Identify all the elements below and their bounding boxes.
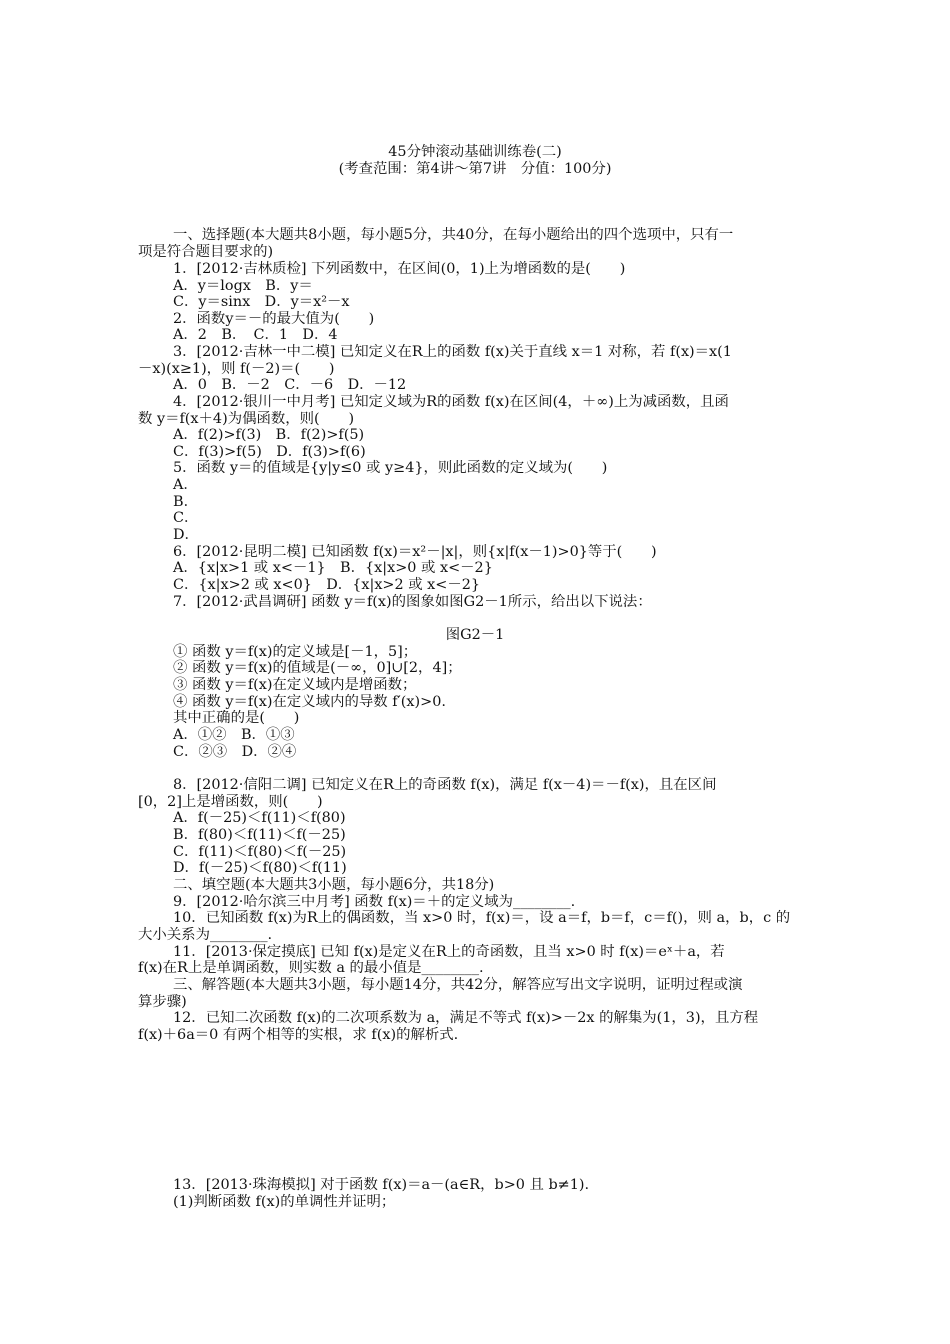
section-heading-fill: 二、填空题(本大题共3小题，每小题6分，共18分) [173,877,495,893]
option-line: A．f(2)>f(3) B．f(2)>f(5) [173,427,365,443]
question-5: 5．函数 y＝的值域是{y|y≤0 或 y≥4}，则此函数的定义域为( ) [173,460,608,476]
option-line: B．f(80)＜f(11)＜f(－25) [173,827,346,843]
option-line: A． [173,477,198,493]
page-title: 45分钟滚动基础训练卷(二) [388,144,562,160]
question-13: 13．[2013·珠海模拟] 对于函数 f(x)＝a－(a∈R，b>0 且 b≠1). [173,1177,590,1193]
question-2: 2．函数y＝－的最大值为( ) [173,311,375,327]
question-12: 12．已知二次函数 f(x)的二次项系数为 a，满足不等式 f(x)>－2x 的解集为(1，3)，且方程 [173,1010,759,1026]
option-line: A．y＝logx B．y＝ [173,278,313,294]
statement-line: ④ 函数 y＝f(x)在定义域内的导数 f′(x)>0. [173,694,446,710]
option-line: C．f(3)>f(5) D．f(3)>f(6) [173,444,366,460]
question-8: 8．[2012·信阳二调] 已知定义在R上的奇函数 f(x)，满足 f(x－4)＝－f(x)，且在区间 [173,777,717,793]
text-line: [0，2]上是增函数，则( ) [138,794,323,810]
option-line: D． [173,527,199,543]
text-line: f(x)＋6a＝0 有两个相等的实根，求 f(x)的解析式. [138,1027,459,1043]
option-line: C．②③ D．②④ [173,744,297,760]
option-line: C．y＝sinx D．y＝x²－x [173,294,350,310]
page-subtitle: (考查范围：第4讲～第7讲 分值：100分) [338,161,612,177]
text-line: 项是符合题目要求的) [138,244,274,260]
figure-caption: 图G2－1 [445,627,505,643]
question-6: 6．[2012·昆明二模] 已知函数 f(x)＝x²－|x|，则{x|f(x－1)>0}等于( ) [173,544,657,560]
option-line: A．①② B．①③ [173,727,295,743]
text-line: －x)(x≥1)，则 f(－2)＝( ) [138,361,335,377]
question-9: 9．[2012·哈尔滨三中月考] 函数 f(x)＝＋的定义域为________. [173,894,576,910]
question-1: 1．[2012·吉林质检] 下列函数中，在区间(0，1)上为增函数的是( ) [173,261,626,277]
option-line: A．f(－25)＜f(11)＜f(80) [173,810,346,826]
option-line: C．f(11)＜f(80)＜f(－25) [173,844,347,860]
text-line: 其中正确的是( ) [173,710,300,726]
section-heading-solve: 三、解答题(本大题共3小题，每小题14分，共42分，解答应写出文字说明，证明过程或演 [173,977,743,993]
question-3: 3．[2012·吉林一中二模] 已知定义在R上的函数 f(x)关于直线 x＝1 对称，若 f(x)＝x(1 [173,344,732,360]
question-4: 4．[2012·银川一中月考] 已知定义域为R的函数 f(x)在区间(4，＋∞)上为减函数，且函 [173,394,729,410]
question-10: 10．已知函数 f(x)为R上的偶函数，当 x>0 时，f(x)＝，设 a＝f，b＝f，c＝f()，则 a，b，c 的 [173,910,791,926]
option-line: A．{x|x>1 或 x<－1} B．{x|x>0 或 x<－2} [173,560,493,576]
section-heading-choice: 一、选择题(本大题共8小题，每小题5分，共40分，在每小题给出的四个选项中，只有一 [173,227,734,243]
option-line: D．f(－25)＜f(80)＜f(11) [173,860,347,876]
question-11: 11．[2013·保定摸底] 已知 f(x)是定义在R上的奇函数，且当 x>0 时 f(x)＝eˣ＋a，若 [173,944,725,960]
statement-line: ③ 函数 y＝f(x)在定义域内是增函数； [173,677,417,693]
text-line: f(x)在R上是单调函数，则实数 a 的最小值是________. [138,960,484,976]
statement-line: ② 函数 y＝f(x)的值域是(－∞，0]∪[2，4]； [173,660,462,676]
statement-line: ① 函数 y＝f(x)的定义域是[－1，5]； [173,644,418,660]
question-7: 7．[2012·武昌调研] 函数 y＝f(x)的图象如图G2－1所示，给出以下说法： [173,594,652,610]
option-line: C． [173,510,199,526]
text-line: 大小关系为________. [138,927,273,943]
option-line: A．2 B． C．1 D．4 [173,327,338,343]
option-line: C．{x|x>2 或 x<0} D．{x|x>2 或 x<－2} [173,577,481,593]
text-line: 数 y＝f(x＋4)为偶函数，则( ) [138,411,355,427]
text-line: 算步骤) [138,994,187,1010]
option-line: A．0 B．－2 C．－6 D．－12 [173,377,407,393]
option-line: B． [173,494,198,510]
sub-question: (1)判断函数 f(x)的单调性并证明； [173,1194,396,1210]
